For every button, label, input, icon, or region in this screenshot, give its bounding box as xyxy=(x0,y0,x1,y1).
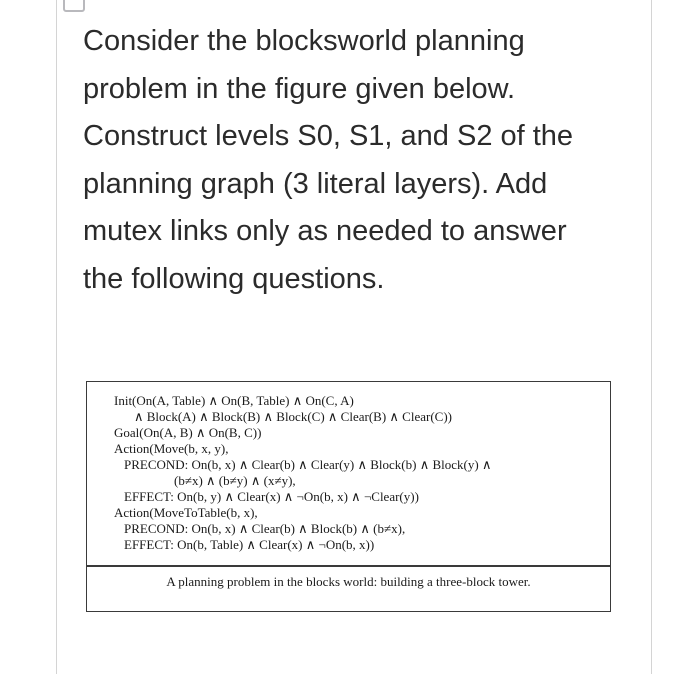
question-line: Construct levels S0, S1, and S2 of the xyxy=(83,120,574,152)
question-line: the following questions. xyxy=(83,262,385,295)
figure-divider xyxy=(87,565,610,567)
figure-caption: A planning problem in the blocks world: building a three-block tower. xyxy=(166,574,531,589)
figure-line-effect: EFFECT: On(b, y) ∧ Clear(x) ∧ ¬On(b, x) ∧ ¬Clear(y)) xyxy=(124,489,419,504)
checkbox-corner-icon xyxy=(63,0,85,12)
figure-line-effect-2: EFFECT: On(b, Table) ∧ Clear(x) ∧ ¬On(b, x)) xyxy=(124,537,375,552)
question-line: mutex links only as needed to answer xyxy=(83,215,567,247)
question-line: planning graph (3 literal layers). Add xyxy=(83,167,548,200)
question-text xyxy=(83,18,643,303)
figure-line-precond-2: PRECOND: On(b, x) ∧ Clear(b) ∧ Block(b) ∧ (b≠x), xyxy=(124,521,406,536)
figure-line-precond: PRECOND: On(b, x) ∧ Clear(b) ∧ Clear(y) ∧ Block(b) ∧ Block(y) ∧ xyxy=(124,457,492,472)
frame-left-border xyxy=(56,0,57,674)
question-line: Consider the blocksworld planning xyxy=(83,25,525,57)
figure-line-precond-cont: (b≠x) ∧ (b≠y) ∧ (x≠y), xyxy=(174,473,296,488)
figure-line-action-move: Action(Move(b, x, y), xyxy=(114,441,229,456)
frame-right-border xyxy=(651,0,652,674)
question-line: problem in the figure given below. xyxy=(83,72,516,105)
figure-line-init-cont: ∧ Block(A) ∧ Block(B) ∧ Block(C) ∧ Clear(B) ∧ Clear(C)) xyxy=(134,409,452,424)
figure-line-action-movetotable: Action(MoveToTable(b, x), xyxy=(114,505,258,520)
figure-line-init: Init(On(A, Table) ∧ On(B, Table) ∧ On(C, A) xyxy=(114,393,354,408)
figure-box xyxy=(86,381,611,612)
figure-line-goal: Goal(On(A, B) ∧ On(B, C)) xyxy=(114,425,262,440)
figure-body xyxy=(87,382,610,565)
